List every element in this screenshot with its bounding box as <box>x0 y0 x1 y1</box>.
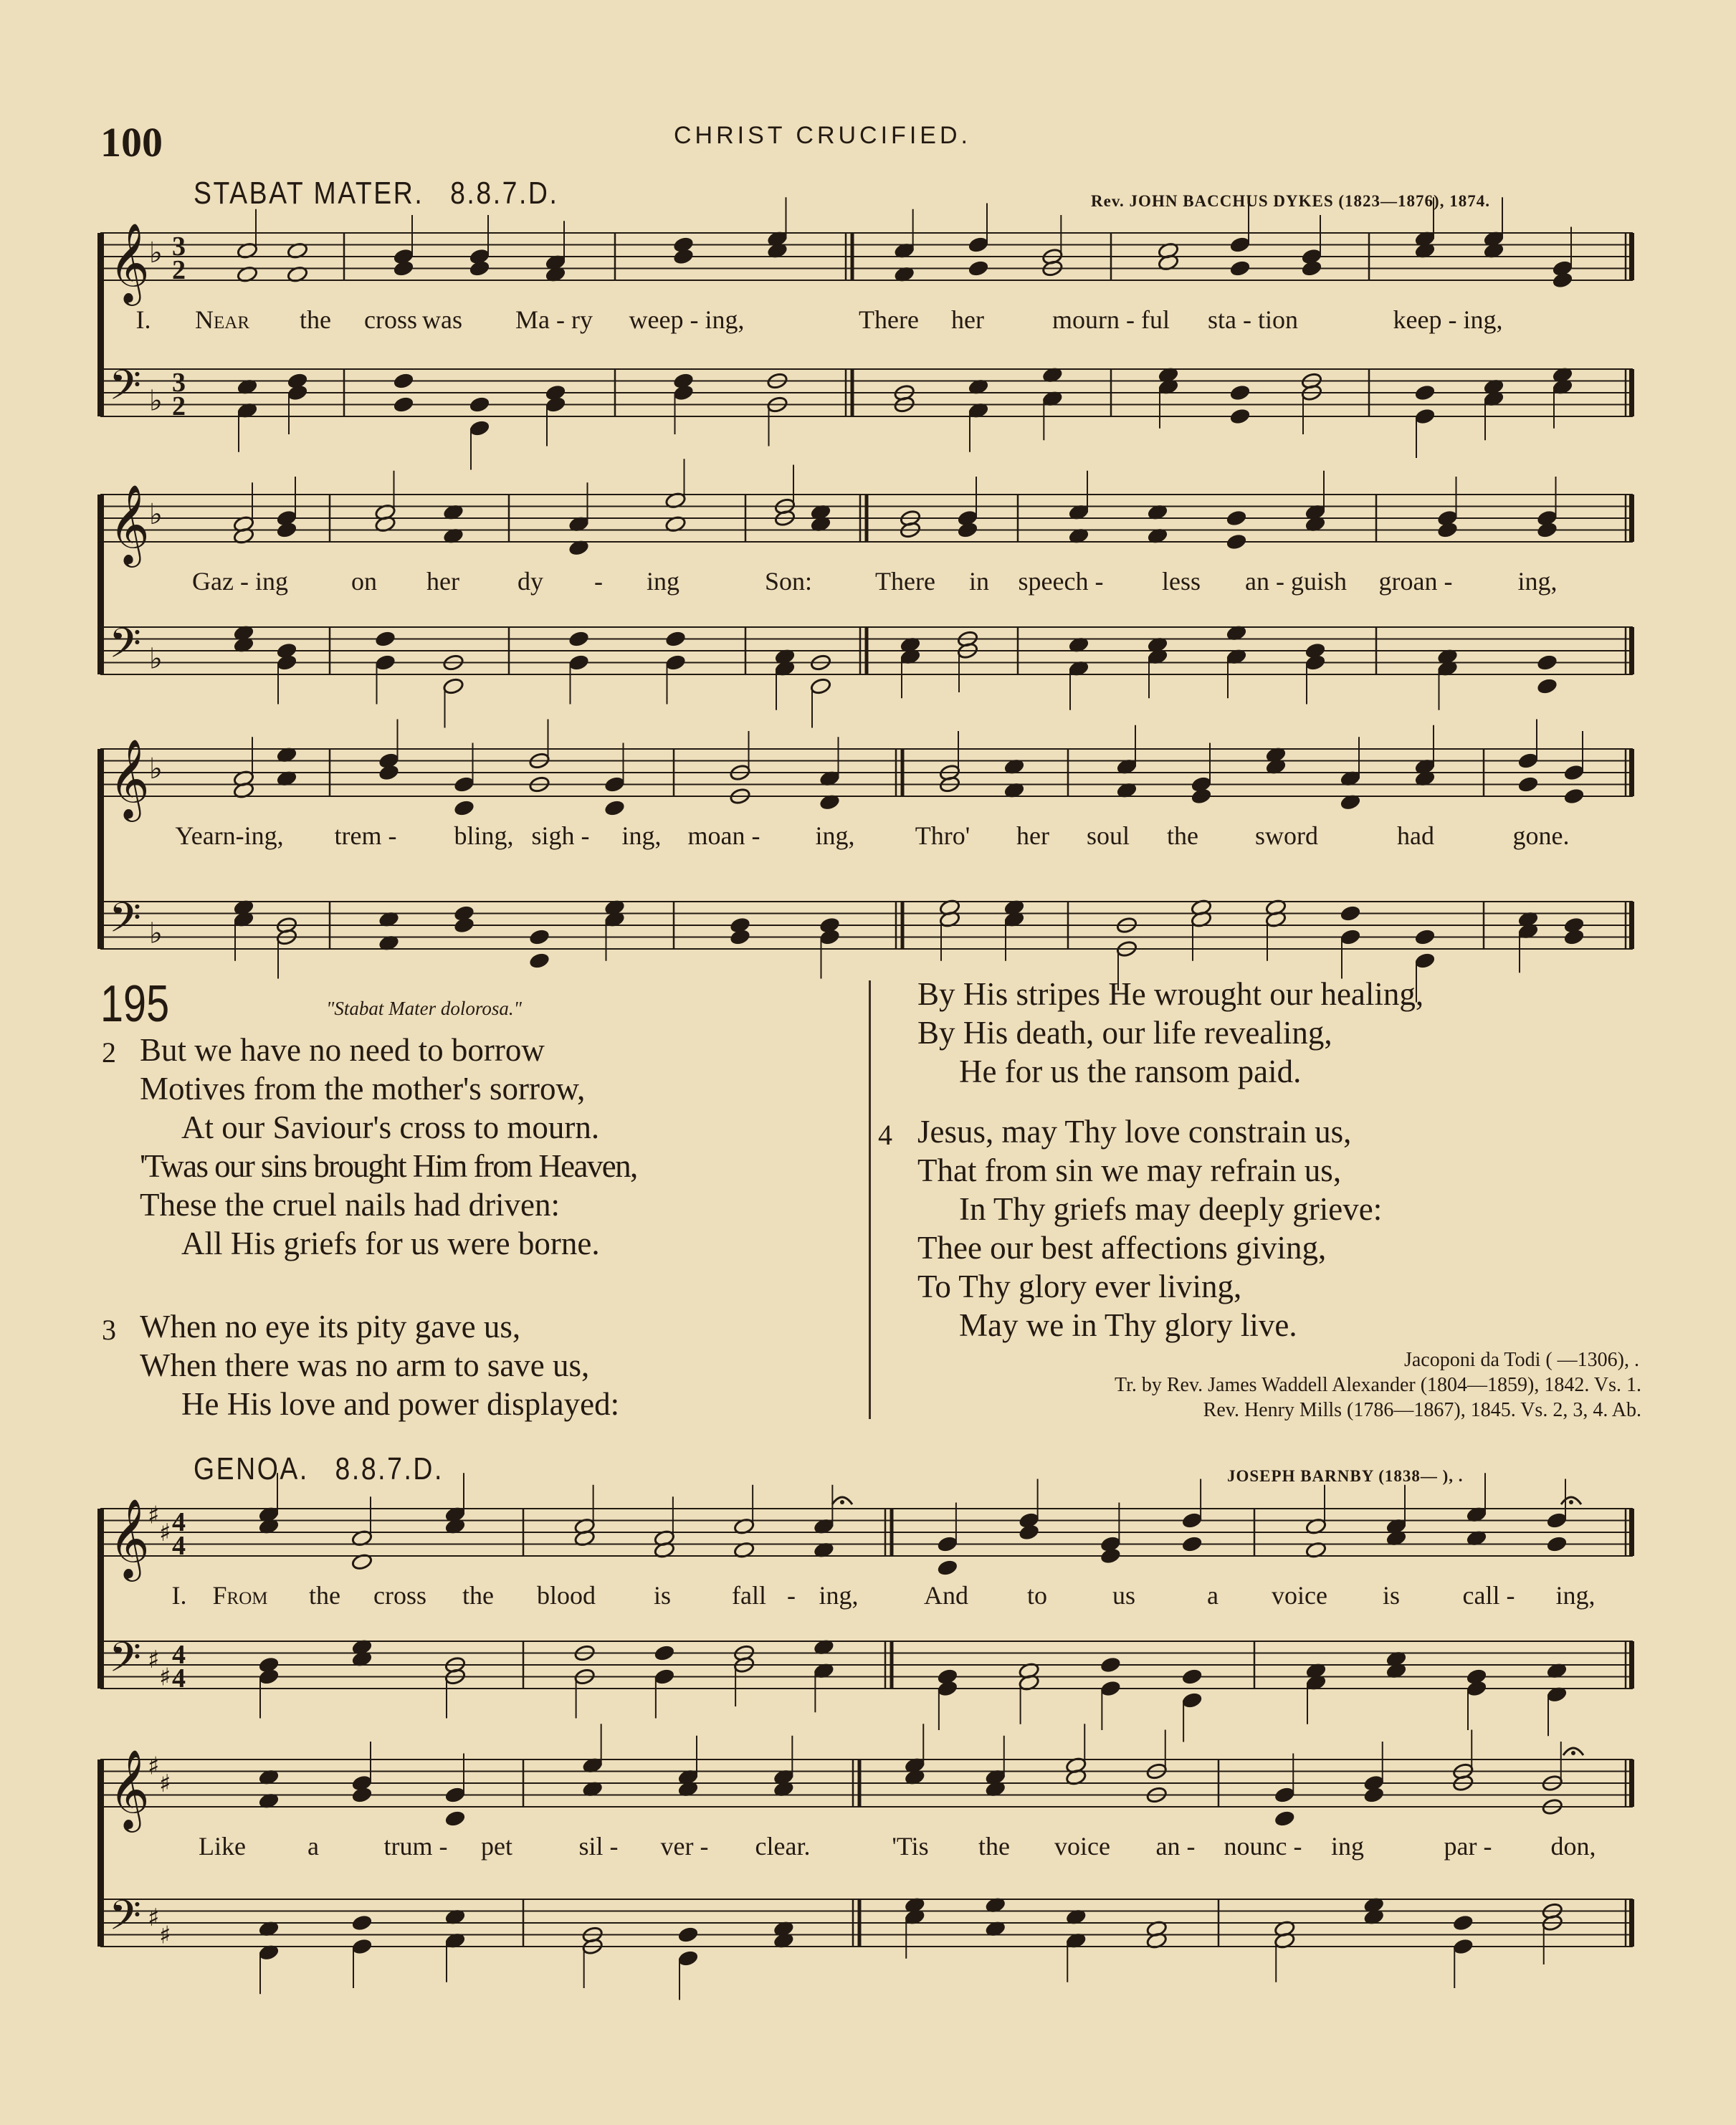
verse-number: 3 <box>102 1314 116 1346</box>
note-head <box>1100 1547 1121 1565</box>
lyric: is <box>1382 1581 1401 1610</box>
lyric: voice <box>1272 1581 1327 1610</box>
verse-line: Motives from the mother's sorrow, <box>140 1071 586 1107</box>
tune-name: STABAT MATER. <box>194 176 424 211</box>
time-signature-denominator: 4 <box>172 1663 186 1694</box>
time-signature-numerator: 3 <box>172 368 186 398</box>
lyric: her <box>1016 821 1049 850</box>
treble-clef-icon: 𝄞 <box>109 484 150 564</box>
note-head <box>453 775 474 793</box>
hymn-number: 195 <box>100 975 170 1033</box>
lyric: There <box>859 305 919 334</box>
note-head <box>1414 952 1436 970</box>
sharp-sign-icon: ♯ <box>148 1752 160 1781</box>
verse-line: By His stripes He wrought our healing, <box>917 976 1424 1012</box>
lyric: bling, <box>454 821 514 850</box>
verse-line: At our Saviour's cross to mourn. <box>181 1109 600 1145</box>
verse-line: That from sin we may refrain us, <box>917 1152 1342 1188</box>
final-bar-line <box>1629 233 1634 280</box>
note-head <box>1517 775 1539 793</box>
note-head <box>957 521 978 539</box>
lyric: Ma - ry <box>515 305 593 334</box>
sharp-sign-icon: ♯ <box>159 1770 171 1798</box>
note-head <box>393 372 414 390</box>
note-head <box>1436 521 1458 539</box>
sharp-sign-icon: ♯ <box>159 1921 171 1950</box>
treble-clef-icon: 𝄞 <box>109 222 150 302</box>
note-head <box>1563 928 1585 946</box>
lyric: her <box>426 567 459 596</box>
flat-sign-icon: ♭ <box>149 917 163 950</box>
lyrics-line-3 <box>0 821 1736 856</box>
flat-sign-icon: ♭ <box>149 384 163 418</box>
lyric: ing, <box>815 821 855 850</box>
lyric: call - <box>1462 1581 1515 1610</box>
note-head <box>1536 677 1558 695</box>
note-head <box>1226 510 1247 527</box>
lyric: the <box>462 1581 494 1610</box>
note-head <box>378 764 399 782</box>
note-head <box>937 1680 958 1698</box>
lyric: Gaz - ing <box>192 567 288 596</box>
lyric: trem - <box>334 821 397 850</box>
note-head <box>1414 408 1436 426</box>
note-head <box>1552 272 1573 290</box>
flat-sign-icon: ♭ <box>149 498 163 531</box>
note-head <box>374 654 396 672</box>
lyric: less <box>1162 567 1201 596</box>
note-head <box>810 677 831 695</box>
note-head <box>1517 752 1539 770</box>
note-head <box>672 248 694 266</box>
lyric: Son: <box>764 567 813 596</box>
fermata-dot <box>1571 1751 1575 1755</box>
final-bar-line <box>1629 1641 1634 1689</box>
verse-number: I. <box>171 1581 187 1610</box>
bass-clef-icon: 𝄢 <box>109 360 142 420</box>
sharp-sign-icon: ♯ <box>159 1519 171 1547</box>
verse-line: These the cruel nails had driven: <box>140 1187 561 1223</box>
lyric: had <box>1397 821 1434 850</box>
lyric: - <box>594 567 603 596</box>
running-head: CHRIST CRUCIFIED. <box>674 122 971 149</box>
lyric: 'Tis <box>892 1832 929 1861</box>
lyric: voice <box>1054 1832 1110 1861</box>
note-head <box>545 396 566 414</box>
verse-line: In Thy griefs may deeply grieve: <box>959 1191 1383 1227</box>
music-system-3 <box>0 738 1736 982</box>
note-head <box>287 384 308 402</box>
note-head <box>604 775 625 793</box>
verse-line: To Thy glory ever living, <box>917 1269 1242 1304</box>
lyric: her <box>951 305 984 334</box>
verse-line: By His death, our life revealing, <box>917 1015 1332 1051</box>
note-head <box>258 1668 280 1686</box>
tune-name: GENOA. <box>194 1451 309 1486</box>
note-head <box>469 419 490 437</box>
lyric: ing, <box>819 1581 859 1610</box>
verse-line: Thee our best affections giving, <box>917 1230 1327 1266</box>
note-head <box>1100 1680 1121 1698</box>
lyric: the <box>978 1832 1010 1861</box>
note-head <box>1229 259 1251 277</box>
bass-clef-icon: 𝄢 <box>109 1633 142 1692</box>
time-signature-numerator: 4 <box>172 1507 186 1537</box>
sharp-sign-icon: ♯ <box>148 1501 160 1530</box>
note-head <box>1229 408 1251 426</box>
note-head <box>1301 259 1322 277</box>
note-head <box>672 384 694 402</box>
bass-clef-icon: 𝄢 <box>109 893 142 952</box>
note-head <box>664 630 686 648</box>
note-head <box>351 1938 373 1956</box>
verse-line: He His love and power displayed: <box>181 1386 620 1422</box>
final-bar-line <box>1629 1899 1634 1947</box>
lyric: Like <box>199 1832 246 1861</box>
note-head <box>1363 1786 1385 1804</box>
tune-title <box>194 1451 444 1487</box>
lyric: Thro' <box>915 821 970 850</box>
lyric: Near <box>195 305 249 334</box>
lyric: sta - tion <box>1208 305 1298 334</box>
verse-line: When there was no arm to save us, <box>140 1347 590 1383</box>
lyric: soul <box>1086 821 1130 850</box>
translator-credit: Tr. by Rev. James Waddell Alexander (1804—1859), 1842. Vs. 1. <box>1114 1374 1641 1396</box>
lyric: nounc - <box>1224 1832 1302 1861</box>
composer-credit: Rev. JOHN BACCHUS DYKES (1823—1876), 1874. <box>1091 192 1490 210</box>
lyric: pet <box>481 1832 512 1861</box>
verse-number: I. <box>135 305 151 334</box>
flat-sign-icon: ♭ <box>149 237 163 269</box>
note-head <box>1563 788 1585 806</box>
note-head <box>1536 654 1558 672</box>
page-number: 100 <box>100 119 163 166</box>
lyrics-line-2 <box>0 566 1736 602</box>
note-head <box>937 1559 958 1577</box>
note-head <box>1181 1668 1203 1686</box>
final-bar-line <box>1629 1759 1634 1807</box>
bass-clef-icon: 𝄢 <box>109 619 142 678</box>
column-divider <box>869 980 871 1419</box>
note-head <box>968 236 989 254</box>
lyric: ing, <box>1517 567 1558 596</box>
lyric: an - <box>1155 1832 1196 1861</box>
note-head <box>469 396 490 414</box>
note-head <box>664 654 686 672</box>
lyrics-line-1 <box>0 305 1736 340</box>
sharp-sign-icon: ♯ <box>148 1903 160 1932</box>
lyric: ing, <box>1555 1581 1596 1610</box>
note-head <box>819 928 840 946</box>
note-head <box>1181 1512 1203 1529</box>
lyric: groan - <box>1378 567 1453 596</box>
lyric: And <box>924 1581 968 1610</box>
note-head <box>1191 788 1212 806</box>
bass-clef-icon: 𝄢 <box>109 1891 142 1950</box>
lyric: was <box>422 305 462 334</box>
lyric: a <box>1207 1581 1218 1610</box>
note-head <box>1466 1680 1487 1698</box>
treble-clef-icon: 𝄞 <box>109 738 150 818</box>
lyric: moan - <box>687 821 760 850</box>
lyric: mourn - ful <box>1052 305 1170 334</box>
lyric: cross <box>364 305 417 334</box>
author-credit: Jacoponi da Todi ( —1306), . <box>1403 1349 1639 1371</box>
note-head <box>442 677 464 695</box>
note-head <box>677 1926 699 1944</box>
note-head <box>654 1644 675 1662</box>
lyric: sil - <box>578 1832 619 1861</box>
lyric: cross <box>373 1581 426 1610</box>
note-head <box>1340 904 1361 922</box>
lyric: weep - ing, <box>629 305 745 334</box>
note-head <box>1274 1786 1295 1804</box>
note-head <box>1414 384 1436 402</box>
note-head <box>528 952 550 970</box>
note-head <box>729 928 750 946</box>
verse-line: He for us the ransom paid. <box>959 1054 1302 1089</box>
note-head <box>1546 1535 1568 1553</box>
lyric: ing, <box>621 821 662 850</box>
note-head <box>444 1786 466 1804</box>
tune-title <box>194 176 558 211</box>
verse-3-part-2 <box>917 975 1423 1091</box>
tune-meter: 8.8.7.D. <box>450 176 559 211</box>
verse-line: When no eye its pity gave us, <box>140 1309 521 1345</box>
verse-line: 'Twas our sins brought Him from Heaven, <box>140 1148 637 1184</box>
note-head <box>968 259 989 277</box>
note-head <box>469 259 490 277</box>
lyric: blood <box>536 1581 596 1610</box>
lyric: ing <box>646 567 680 596</box>
note-head <box>1414 928 1436 946</box>
flat-sign-icon: ♭ <box>149 753 163 785</box>
note-head <box>374 630 396 648</box>
fermata-dot <box>1569 1500 1573 1504</box>
lyrics-line-5 <box>0 1831 1736 1867</box>
final-bar-line <box>1629 369 1634 416</box>
final-bar-line <box>1629 902 1634 949</box>
note-head <box>453 799 474 817</box>
lyric: dy <box>518 567 543 596</box>
verse-line: May we in Thy glory live. <box>959 1307 1297 1343</box>
note-head <box>528 928 550 946</box>
lyric: Yearn-ing, <box>175 821 284 850</box>
lyric: don, <box>1550 1832 1596 1861</box>
sharp-sign-icon: ♯ <box>159 1663 171 1692</box>
lyric: - <box>787 1581 796 1610</box>
note-head <box>1181 1535 1203 1553</box>
time-signature-numerator: 4 <box>172 1640 186 1670</box>
note-head <box>1340 928 1361 946</box>
lyric: trum - <box>383 1832 448 1861</box>
lyric: an - guish <box>1245 567 1347 596</box>
time-signature-numerator: 3 <box>172 231 186 262</box>
time-signature-denominator: 4 <box>172 1531 186 1561</box>
time-signature-denominator: 2 <box>172 391 186 421</box>
lyric: the <box>300 305 331 334</box>
lyric: to <box>1026 1581 1048 1610</box>
lyric: keep - ing, <box>1393 305 1503 334</box>
verse-4 <box>917 1112 1382 1345</box>
note-head <box>393 259 414 277</box>
note-head <box>351 1786 373 1804</box>
note-head <box>444 1810 466 1828</box>
tune-meter: 8.8.7.D. <box>335 1451 444 1486</box>
note-head <box>1563 764 1585 782</box>
note-head <box>276 521 297 539</box>
lyric: is <box>653 1581 672 1610</box>
lyrics-line-4 <box>0 1580 1736 1616</box>
note-head <box>1305 654 1326 672</box>
note-head <box>1019 1524 1040 1542</box>
lyric: speech - <box>1018 567 1104 596</box>
note-head <box>1452 1914 1474 1932</box>
sharp-sign-icon: ♯ <box>148 1645 160 1674</box>
note-head <box>1274 1810 1295 1828</box>
treble-clef-icon: 𝄞 <box>109 1749 150 1829</box>
note-head <box>1226 533 1247 551</box>
fermata-dot <box>840 1500 844 1504</box>
lyric: the <box>309 1581 340 1610</box>
note-head <box>1100 1656 1121 1674</box>
verse-3-part-1 <box>140 1307 619 1423</box>
lyric: clear. <box>755 1832 811 1861</box>
note-head <box>1181 1691 1203 1709</box>
lyric: From <box>212 1581 268 1610</box>
note-head <box>276 654 297 672</box>
lyric: sword <box>1255 821 1318 850</box>
lyric: in <box>968 567 990 596</box>
lyric: par - <box>1444 1832 1492 1861</box>
final-bar-line <box>1629 1509 1634 1556</box>
note-head <box>1546 1512 1568 1529</box>
verse-number: 4 <box>878 1119 892 1151</box>
note-head <box>654 1668 675 1686</box>
flat-sign-icon: ♭ <box>149 642 163 676</box>
final-bar-line <box>1629 627 1634 674</box>
verse-line: But we have no need to borrow <box>140 1032 545 1068</box>
lyric: There <box>875 567 935 596</box>
note-head <box>677 1949 699 1967</box>
note-head <box>568 630 589 648</box>
verse-2 <box>140 1031 637 1263</box>
note-head <box>1452 1938 1474 1956</box>
lyric: a <box>307 1832 319 1861</box>
note-head <box>937 1535 958 1553</box>
final-bar-line <box>1629 495 1634 542</box>
note-head <box>1229 384 1251 402</box>
note-head <box>453 917 474 935</box>
composer-credit: JOSEPH BARNBY (1838— ), . <box>1227 1467 1464 1485</box>
note-head <box>1229 236 1251 254</box>
final-bar-line <box>1629 749 1634 796</box>
lyric: sigh - <box>531 821 590 850</box>
lyric: us <box>1112 1581 1136 1610</box>
time-signature-denominator: 2 <box>172 255 186 285</box>
hymn-subtitle: "Stabat Mater dolorosa." <box>326 998 522 1019</box>
lyric: the <box>1167 821 1198 850</box>
note-head <box>568 654 589 672</box>
verse-line: All His griefs for us were borne. <box>181 1226 600 1261</box>
verse-line: Jesus, may Thy love constrain us, <box>917 1114 1352 1150</box>
translator-credit: Rev. Henry Mills (1786—1867), 1845. Vs. 2, 3, 4. Ab. <box>1203 1399 1641 1421</box>
lyric: ver - <box>660 1832 709 1861</box>
verse-number: 2 <box>102 1036 116 1069</box>
lyric: fall <box>732 1581 766 1610</box>
lyric: gone. <box>1512 821 1570 850</box>
treble-clef-icon: 𝄞 <box>109 1498 150 1578</box>
lyric: on <box>351 567 377 596</box>
note-head <box>1536 521 1558 539</box>
note-head <box>393 396 414 414</box>
note-head <box>351 1914 373 1932</box>
note-head <box>604 799 625 817</box>
lyric: ing <box>1330 1832 1365 1861</box>
